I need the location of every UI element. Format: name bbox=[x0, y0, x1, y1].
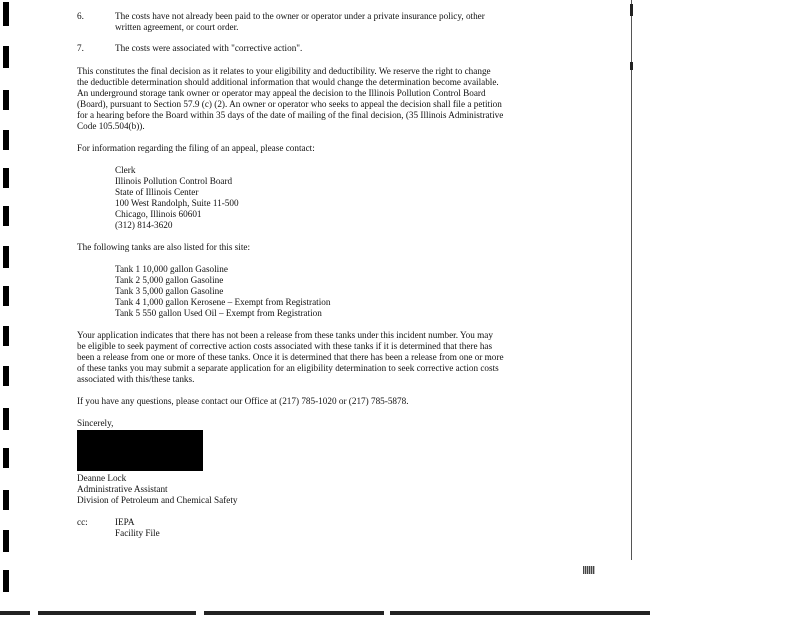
address-line: Chicago, Illinois 60601 bbox=[115, 209, 202, 219]
bottom-edge-gap bbox=[196, 611, 204, 615]
cc-label: cc: bbox=[77, 517, 88, 527]
cc-recipient: Facility File bbox=[115, 528, 160, 538]
bottom-edge-gap bbox=[30, 611, 38, 615]
punch-mark bbox=[3, 90, 9, 110]
tank-item: Tank 5 550 gallon Used Oil – Exempt from Registration bbox=[115, 308, 322, 318]
condition-number: 7. bbox=[77, 43, 84, 53]
condition-text: written agreement, or court order. bbox=[115, 22, 239, 32]
address-line: State of Illinois Center bbox=[115, 187, 199, 197]
right-edge-mark bbox=[630, 62, 633, 70]
signatory-division: Division of Petroleum and Chemical Safety bbox=[77, 495, 238, 505]
cc-recipient: IEPA bbox=[115, 517, 135, 527]
appeal-contact-intro: For information regarding the filing of an appeal, please contact: bbox=[77, 143, 315, 153]
punch-mark bbox=[3, 366, 9, 386]
paragraph-line: for a hearing before the Board within 35 days of the date of mailing of the final decision, (35 Illinois Administrative bbox=[77, 110, 504, 120]
punch-mark bbox=[3, 206, 9, 226]
scan-stamp-mark bbox=[583, 566, 595, 574]
right-page-edge bbox=[631, 0, 632, 560]
address-line: Clerk bbox=[115, 165, 136, 175]
questions-contact-line: If you have any questions, please contact our Office at (217) 785-1020 or (217) 785-5878. bbox=[77, 396, 409, 406]
signature-block bbox=[77, 473, 238, 506]
punch-mark bbox=[3, 448, 9, 468]
closing: Sincerely, bbox=[77, 418, 114, 428]
address-line: Illinois Pollution Control Board bbox=[115, 176, 233, 186]
paragraph-line: of these tanks you may submit a separate application for an eligibility determination to seek corrective action costs bbox=[77, 363, 499, 373]
punch-mark bbox=[3, 168, 9, 188]
tank-item: Tank 2 5,000 gallon Gasoline bbox=[115, 275, 224, 285]
paragraph-line: be eligible to seek payment of corrective action costs associated with these tanks if it is determined that there has bbox=[77, 341, 493, 351]
tank-list bbox=[115, 264, 330, 319]
appeal-contact-address bbox=[115, 165, 239, 231]
condition-text: The costs have not already been paid to the owner or operator under a private insurance policy, other bbox=[115, 11, 485, 21]
paragraph-line: An underground storage tank owner or operator may appeal the decision to the Illinois Pollution Control Board bbox=[77, 88, 486, 98]
tank-item: Tank 3 5,000 gallon Gasoline bbox=[115, 286, 224, 296]
bottom-edge-gap bbox=[384, 611, 390, 615]
paragraph-line: (Board), pursuant to Section 57.9 (c) (2). An owner or operator who seeks to appeal the decision shall file a petition bbox=[77, 99, 502, 109]
condition-number: 6. bbox=[77, 11, 84, 21]
punch-mark bbox=[3, 246, 9, 268]
paragraph-line: Code 105.504(b)). bbox=[77, 121, 145, 131]
punch-mark bbox=[3, 530, 9, 552]
signatory-name: Deanne Lock bbox=[77, 473, 127, 483]
punch-mark bbox=[3, 2, 9, 26]
paragraph-line: This constitutes the final decision as it relates to your eligibility and deductibility. We reserve the right to change bbox=[77, 66, 491, 76]
condition-text: The costs were associated with "corrective action". bbox=[115, 43, 303, 53]
punch-mark bbox=[3, 490, 9, 510]
punch-mark bbox=[3, 46, 9, 68]
address-line: (312) 814-3620 bbox=[115, 220, 173, 230]
punch-mark bbox=[3, 130, 9, 150]
punch-mark bbox=[3, 570, 9, 592]
bottom-page-edge bbox=[0, 611, 650, 615]
release-paragraph bbox=[77, 330, 504, 385]
redacted-signature bbox=[77, 430, 203, 471]
tanks-intro: The following tanks are also listed for this site: bbox=[77, 242, 250, 252]
punch-mark bbox=[3, 286, 9, 306]
tank-item: Tank 1 10,000 gallon Gasoline bbox=[115, 264, 228, 274]
final-decision-paragraph bbox=[77, 66, 503, 132]
address-line: 100 West Randolph, Suite 11-500 bbox=[115, 198, 239, 208]
paragraph-line: the deductible determination should additional information that would change the determination become available. bbox=[77, 77, 499, 87]
paragraph-line: associated with this/these tanks. bbox=[77, 374, 195, 384]
paragraph-line: been a release from one or more of these tanks. Once it is determined that there has been a release from one or more bbox=[77, 352, 504, 362]
tank-item: Tank 4 1,000 gallon Kerosene – Exempt from Registration bbox=[115, 297, 331, 307]
right-edge-mark bbox=[630, 4, 633, 16]
punch-mark bbox=[3, 326, 9, 346]
cc-recipients bbox=[115, 517, 160, 539]
signatory-title: Administrative Assistant bbox=[77, 484, 168, 494]
paragraph-line: Your application indicates that there has not been a release from these tanks under this incident number. You may bbox=[77, 330, 493, 340]
punch-mark bbox=[3, 408, 9, 430]
